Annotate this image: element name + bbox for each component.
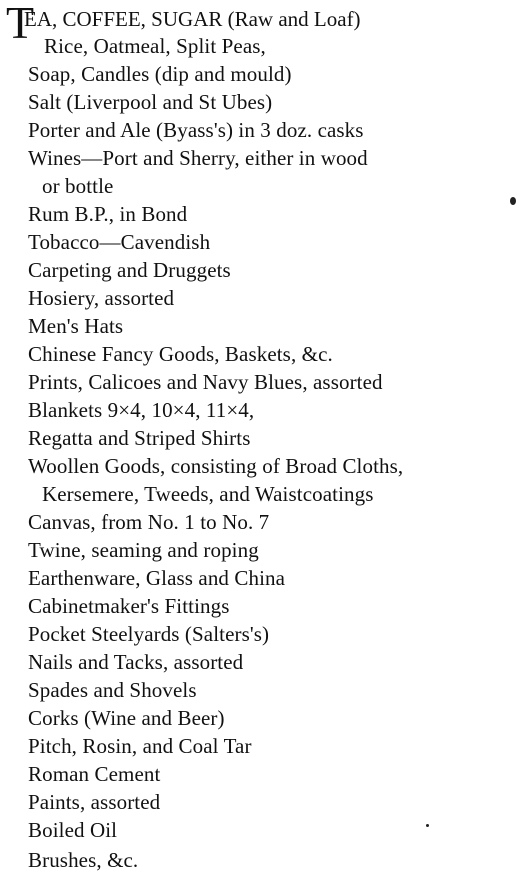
- list-item-continuation: Kersemere, Tweeds, and Waistcoatings: [42, 482, 374, 506]
- list-item: Wines—Port and Sherry, either in wood: [28, 146, 368, 170]
- list-item: Spades and Shovels: [28, 678, 197, 702]
- list-item: Prints, Calicoes and Navy Blues, assorted: [28, 370, 383, 394]
- list-item: Woollen Goods, consisting of Broad Cloths,: [28, 454, 404, 478]
- list-item: Canvas, from No. 1 to No. 7: [28, 510, 270, 534]
- list-item: Cabinetmaker's Fittings: [28, 594, 230, 618]
- list-item: Rum B.P., in Bond: [28, 202, 188, 226]
- list-item: Tobacco—Cavendish: [28, 230, 211, 254]
- list-item: Corks (Wine and Beer): [28, 706, 225, 730]
- list-item: Pocket Steelyards (Salters's): [28, 622, 270, 646]
- list-item: Men's Hats: [28, 314, 124, 338]
- list-item: Rice, Oatmeal, Split Peas,: [44, 34, 266, 58]
- list-item: Paints, assorted: [28, 790, 161, 814]
- list-item-continuation: or bottle: [42, 174, 114, 198]
- list-item: Twine, seaming and roping: [28, 538, 259, 562]
- list-item: Porter and Ale (Byass's) in 3 doz. casks: [28, 118, 364, 142]
- list-item: Boiled Oil: [28, 818, 118, 842]
- list-item: Regatta and Striped Shirts: [28, 426, 251, 450]
- list-item: Earthenware, Glass and China: [28, 566, 286, 590]
- list-item: Soap, Candles (dip and mould): [28, 62, 292, 86]
- list-item: Nails and Tacks, assorted: [28, 650, 244, 674]
- list-item: Salt (Liverpool and St Ubes): [28, 90, 273, 114]
- drop-cap: T: [6, 0, 35, 48]
- list-item: Blankets 9×4, 10×4, 11×4,: [28, 398, 255, 422]
- list-item: Hosiery, assorted: [28, 286, 175, 310]
- list-item: Carpeting and Druggets: [28, 258, 231, 282]
- list-item: Pitch, Rosin, and Coal Tar: [28, 734, 252, 758]
- list-item: Roman Cement: [28, 762, 161, 786]
- first-item-text: EA, COFFEE, SUGAR (Raw and Loaf): [24, 7, 361, 31]
- ink-speck: [426, 824, 429, 827]
- list-item: Brushes, &c.: [28, 848, 139, 872]
- list-item: Chinese Fancy Goods, Baskets, &c.: [28, 342, 333, 366]
- ink-speck: [510, 197, 516, 205]
